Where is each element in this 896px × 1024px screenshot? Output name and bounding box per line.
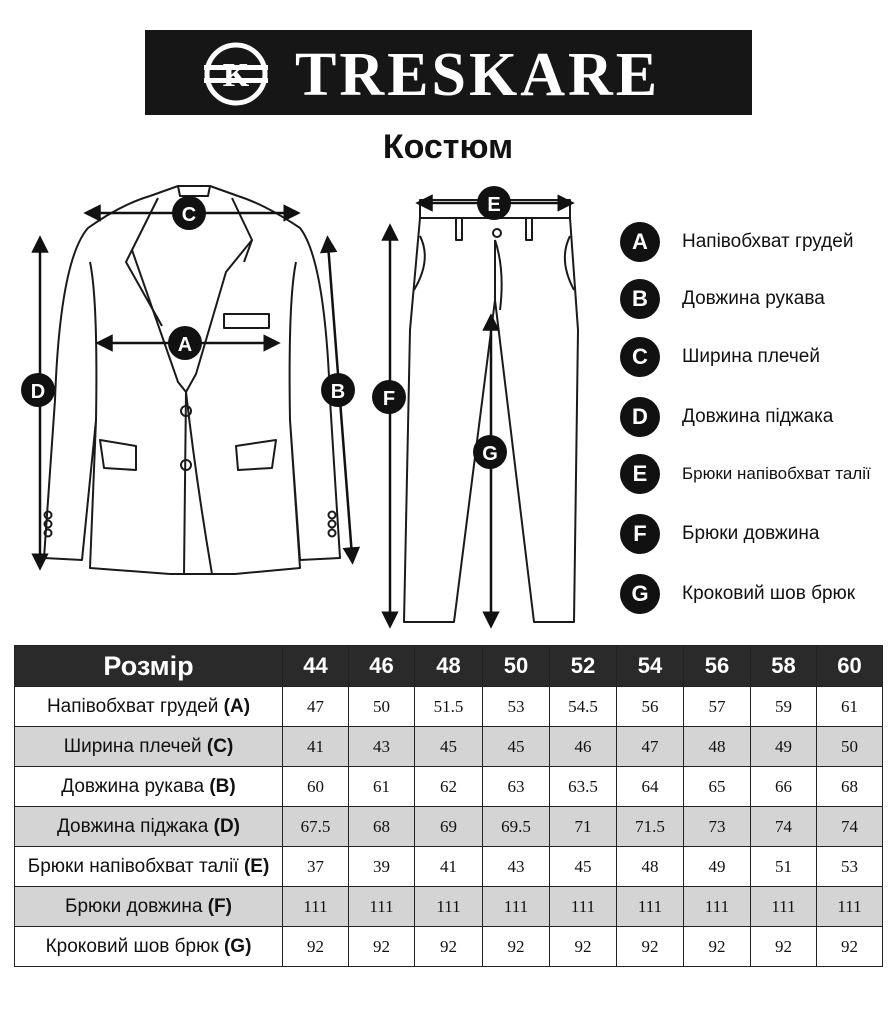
size-value-cell: 111	[349, 887, 415, 927]
legend-item	[620, 574, 896, 614]
badge-g	[473, 435, 507, 469]
size-value-cell: 111	[751, 887, 817, 927]
legend-label: Ширина плечей	[682, 346, 820, 367]
measurement-name: Брюки довжина	[65, 895, 203, 917]
measurement-label	[15, 687, 283, 727]
size-value-cell: 37	[283, 847, 349, 887]
size-column-header: 44	[283, 646, 349, 687]
legend-badge: B	[620, 279, 660, 319]
legend-item	[620, 337, 896, 377]
suit-diagram	[0, 170, 600, 640]
size-value-cell: 67.5	[283, 807, 349, 847]
svg-text:B: B	[330, 381, 346, 403]
measurement-label	[15, 887, 283, 927]
table-row	[15, 727, 883, 767]
svg-text:E: E	[487, 194, 501, 216]
size-value-cell: 71	[550, 807, 617, 847]
size-column-header: 60	[817, 646, 883, 687]
size-value-cell: 111	[550, 887, 617, 927]
size-value-cell: 71.5	[617, 807, 684, 847]
page-title: Костюм	[382, 128, 514, 166]
size-column-header: 52	[550, 646, 617, 687]
brand-logo-letter: K	[222, 57, 250, 94]
measurement-name: Брюки напівобхват талії	[27, 855, 239, 877]
size-value-cell: 92	[684, 927, 751, 967]
measurement-code: (E)	[243, 855, 270, 877]
size-value-cell: 49	[751, 727, 817, 767]
size-value-cell: 56	[617, 687, 684, 727]
size-value-cell: 51	[751, 847, 817, 887]
legend-badge: A	[620, 222, 660, 262]
measurement-name: Ширина плечей	[63, 735, 202, 757]
legend-badge: C	[620, 337, 660, 377]
table-row	[15, 687, 883, 727]
badge-d	[21, 373, 55, 407]
legend-item	[620, 397, 896, 437]
size-value-cell: 74	[817, 807, 883, 847]
size-value-cell: 49	[684, 847, 751, 887]
size-value-cell: 111	[483, 887, 550, 927]
badge-c	[172, 196, 206, 230]
size-value-cell: 43	[349, 727, 415, 767]
size-value-cell: 48	[684, 727, 751, 767]
svg-text:F: F	[382, 388, 396, 410]
size-value-cell: 62	[415, 767, 483, 807]
size-value-cell: 111	[817, 887, 883, 927]
badge-f	[372, 380, 406, 414]
size-value-cell: 92	[550, 927, 617, 967]
size-value-cell: 50	[349, 687, 415, 727]
size-value-cell: 41	[283, 727, 349, 767]
legend-item	[620, 222, 896, 262]
size-column-header: 48	[415, 646, 483, 687]
measurement-label	[15, 767, 283, 807]
size-value-cell: 39	[349, 847, 415, 887]
legend-label: Кроковий шов брюк	[682, 583, 856, 604]
measurement-arrows	[40, 203, 566, 620]
size-value-cell: 74	[751, 807, 817, 847]
size-value-cell: 92	[283, 927, 349, 967]
size-value-cell: 63	[483, 767, 550, 807]
size-value-cell: 41	[415, 847, 483, 887]
size-column-header: 54	[617, 646, 684, 687]
size-value-cell: 61	[349, 767, 415, 807]
badge-e	[477, 186, 511, 220]
size-column-header: 58	[751, 646, 817, 687]
table-row	[15, 847, 883, 887]
size-value-cell: 64	[617, 767, 684, 807]
size-value-cell: 63.5	[550, 767, 617, 807]
size-value-cell: 53	[483, 687, 550, 727]
size-value-cell: 68	[349, 807, 415, 847]
badge-b	[321, 373, 355, 407]
size-value-cell: 45	[550, 847, 617, 887]
legend-label: Довжина піджака	[682, 406, 834, 427]
size-value-cell: 47	[617, 727, 684, 767]
size-value-cell: 111	[283, 887, 349, 927]
legend-badge: D	[620, 397, 660, 437]
size-value-cell: 92	[817, 927, 883, 967]
measurement-code: (F)	[207, 895, 232, 917]
measurement-label	[15, 727, 283, 767]
size-value-cell: 92	[415, 927, 483, 967]
svg-text:G: G	[482, 443, 498, 465]
brand-banner	[145, 30, 752, 115]
legend-label: Брюки напівобхват талії	[682, 464, 871, 483]
legend-label: Брюки довжина	[682, 523, 820, 544]
measurement-name: Напівобхват грудей	[46, 695, 219, 717]
size-value-cell: 92	[751, 927, 817, 967]
size-column-header: 46	[349, 646, 415, 687]
size-value-cell: 92	[483, 927, 550, 967]
jacket-drawing	[44, 186, 340, 574]
measurement-name: Кроковий шов брюк	[45, 935, 219, 957]
size-value-cell: 68	[817, 767, 883, 807]
legend-item	[620, 514, 896, 554]
measurement-name: Довжина піджака	[56, 815, 209, 837]
measurement-code: (A)	[223, 695, 251, 717]
size-value-cell: 92	[617, 927, 684, 967]
size-value-cell: 46	[550, 727, 617, 767]
table-row	[15, 887, 883, 927]
size-column-header: 50	[483, 646, 550, 687]
size-value-cell: 45	[415, 727, 483, 767]
table-header-row	[15, 646, 883, 687]
size-value-cell: 111	[415, 887, 483, 927]
legend-label: Довжина рукава	[682, 288, 825, 309]
size-value-cell: 69	[415, 807, 483, 847]
brand-name: TRESKARE	[295, 41, 661, 109]
size-chart-table	[14, 645, 883, 967]
svg-text:A: A	[177, 334, 193, 356]
measurement-label	[15, 847, 283, 887]
table-row	[15, 807, 883, 847]
legend-item	[620, 279, 896, 319]
legend-badge: E	[620, 454, 660, 494]
size-value-cell: 111	[684, 887, 751, 927]
svg-text:C: C	[181, 204, 197, 226]
measurement-code: (D)	[213, 815, 241, 837]
size-value-cell: 53	[817, 847, 883, 887]
size-value-cell: 92	[349, 927, 415, 967]
brand-logo-icon	[200, 38, 272, 110]
measurement-code: (G)	[223, 935, 252, 957]
size-value-cell: 65	[684, 767, 751, 807]
measurement-name: Довжина рукава	[61, 775, 205, 797]
legend-badge: F	[620, 514, 660, 554]
size-value-cell: 111	[617, 887, 684, 927]
size-value-cell: 61	[817, 687, 883, 727]
badge-a	[168, 326, 202, 360]
measurement-label	[15, 807, 283, 847]
legend-label: Напівобхват грудей	[682, 231, 854, 252]
size-header-label: Розмір	[15, 646, 283, 687]
size-value-cell: 73	[684, 807, 751, 847]
size-value-cell: 54.5	[550, 687, 617, 727]
measurement-code: (B)	[209, 775, 236, 797]
size-value-cell: 43	[483, 847, 550, 887]
size-value-cell: 50	[817, 727, 883, 767]
size-value-cell: 47	[283, 687, 349, 727]
size-value-cell: 51.5	[415, 687, 483, 727]
size-value-cell: 57	[684, 687, 751, 727]
legend-item	[620, 454, 896, 494]
size-column-header: 56	[684, 646, 751, 687]
size-value-cell: 69.5	[483, 807, 550, 847]
size-value-cell: 48	[617, 847, 684, 887]
table-row	[15, 927, 883, 967]
measurement-label	[15, 927, 283, 967]
legend-badge: G	[620, 574, 660, 614]
measurement-code: (C)	[206, 735, 234, 757]
size-value-cell: 45	[483, 727, 550, 767]
table-row	[15, 767, 883, 807]
size-value-cell: 60	[283, 767, 349, 807]
svg-text:D: D	[30, 381, 46, 403]
size-value-cell: 66	[751, 767, 817, 807]
size-value-cell: 59	[751, 687, 817, 727]
